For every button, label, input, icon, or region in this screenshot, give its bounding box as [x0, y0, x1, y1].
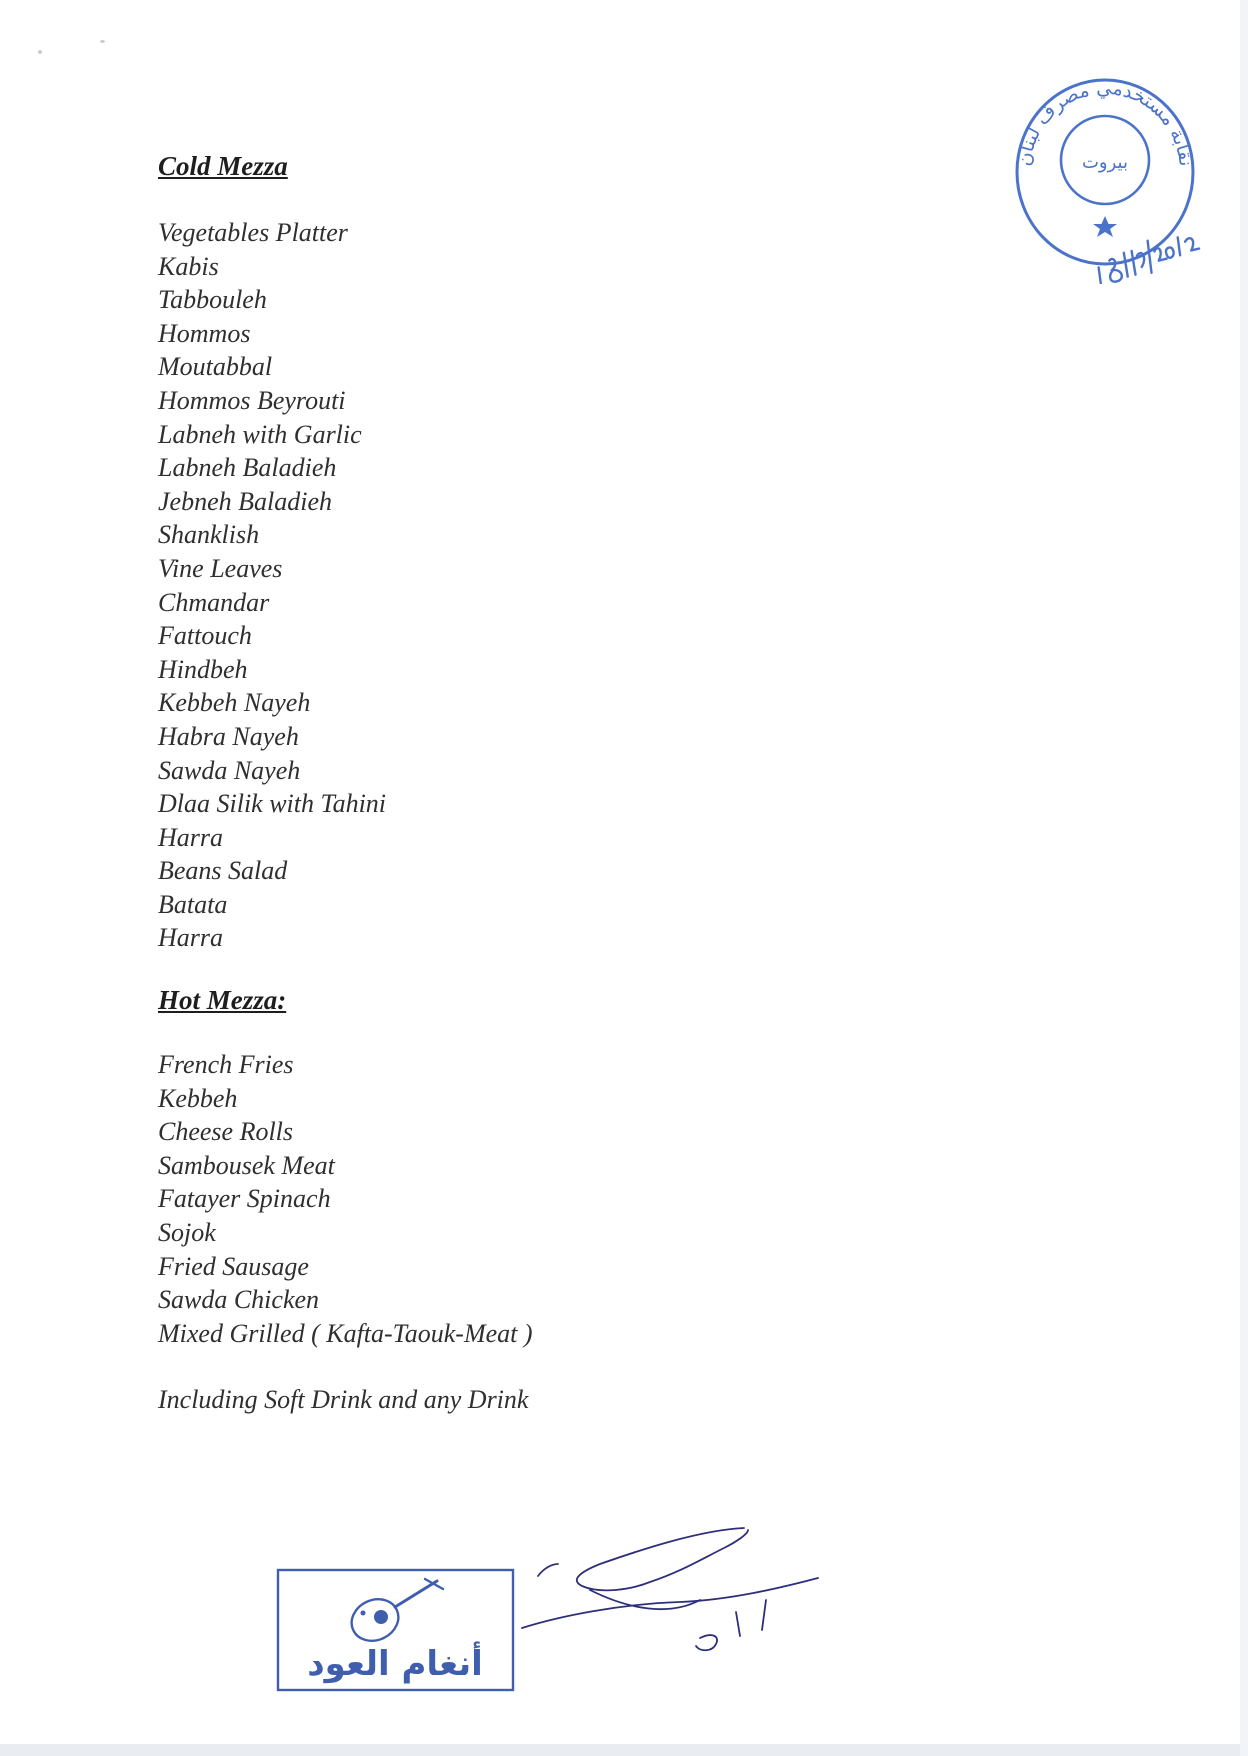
- list-item: Habra Nayeh: [158, 721, 299, 751]
- list-item: Harra: [158, 822, 224, 852]
- list-item: Chmandar: [158, 587, 270, 617]
- list-item: Vine Leaves: [158, 553, 283, 583]
- oud-logo-stamp: [275, 1565, 537, 1699]
- list-item: Kebbeh: [158, 1083, 238, 1113]
- menu-document: [158, 150, 918, 1417]
- list-item: Sojok: [158, 1218, 216, 1248]
- list-item: Kabis: [158, 251, 219, 281]
- list-item: Dlaa Silik with Tahini: [158, 789, 387, 819]
- stamp-center-text: بيروت: [1081, 152, 1129, 173]
- list-item: Fattouch: [158, 621, 252, 651]
- list-item: Shanklish: [158, 520, 260, 550]
- list-item: Labneh Baladieh: [158, 453, 337, 483]
- signature-text: آ. ا. س: [724, 1662, 756, 1673]
- cold-mezza-list: [158, 216, 918, 955]
- list-item: Harra: [158, 923, 224, 953]
- hot-mezza-heading: Hot Mezza:: [158, 985, 287, 1016]
- list-item: Vegetables Platter: [158, 218, 348, 247]
- list-item: Mixed Grilled ( Kafta-Taouk-Meat ): [158, 1318, 533, 1348]
- list-item: Tabbouleh: [158, 285, 267, 315]
- oud-stamp-text: أنغام العود: [307, 1644, 483, 1684]
- drinks-note: Including Soft Drink and any Drink: [158, 1385, 529, 1415]
- handwritten-date: [1090, 214, 1230, 284]
- list-item: French Fries: [158, 1050, 294, 1080]
- list-item: Cheese Rolls: [158, 1117, 294, 1147]
- list-item: Batata: [158, 889, 228, 919]
- signature: [500, 1520, 830, 1680]
- scan-speck: [100, 40, 105, 43]
- list-item: Fried Sausage: [158, 1251, 309, 1281]
- scan-bottom-edge: [0, 1744, 1248, 1756]
- list-item: Moutabbal: [158, 352, 273, 382]
- list-item: Hindbeh: [158, 654, 248, 684]
- stamp-ring-text: نقابة مستخدمي مصرف لبنان: [1013, 76, 1197, 168]
- list-item: Jebneh Baladieh: [158, 486, 332, 516]
- list-item: Hommos Beyrouti: [158, 385, 346, 415]
- list-item: Beans Salad: [158, 856, 288, 886]
- list-item: Sawda Nayeh: [158, 755, 301, 785]
- cold-mezza-heading: Cold Mezza: [158, 151, 288, 181]
- list-item: Labneh with Garlic: [158, 419, 362, 449]
- list-item: Sawda Chicken: [158, 1285, 320, 1315]
- list-item: Fatayer Spinach: [158, 1184, 331, 1214]
- scan-right-edge: [1240, 0, 1248, 1756]
- list-item: Hommos: [158, 318, 251, 348]
- hot-mezza-list: [158, 1048, 918, 1350]
- scan-speck: [38, 50, 42, 54]
- list-item: Kebbeh Nayeh: [158, 688, 311, 718]
- oud-icon: [345, 1579, 443, 1648]
- list-item: Sambousek Meat: [158, 1150, 335, 1180]
